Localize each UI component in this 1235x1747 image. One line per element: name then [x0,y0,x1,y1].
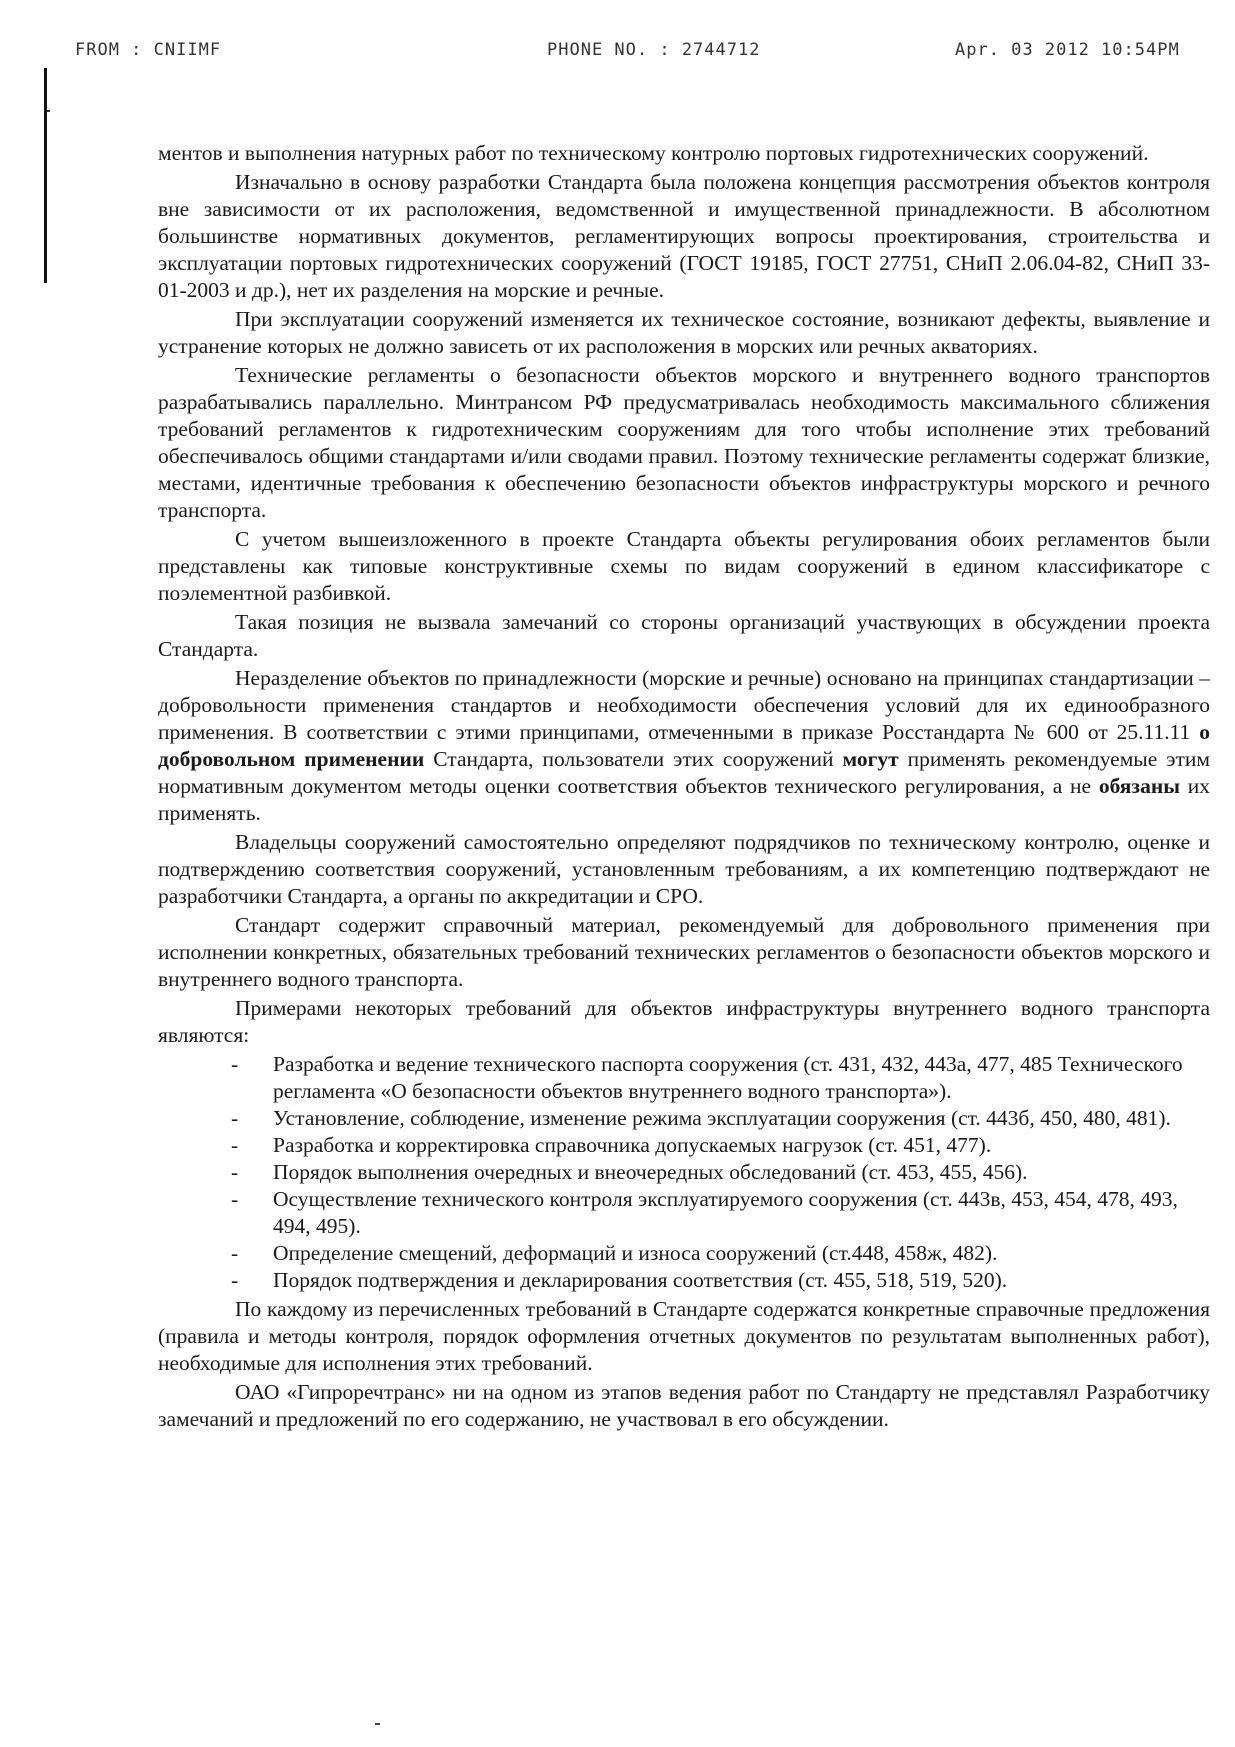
list-item: - Порядок выполнения очередных и внеочередных обследований (ст. 453, 455, 456). [273,1159,1210,1186]
fax-header [0,0,1235,60]
bold-text: могут [842,747,899,771]
document-body [158,140,1210,1433]
list-item: - Осуществление технического контроля эксплуатируемого сооружения (ст. 443в, 453, 454, 478, 493, 494, 495). [273,1186,1210,1240]
paragraph: Технические регламенты о безопасности объектов морского и внутреннего водного транспортов разрабатывались параллельно. Минтрансом РФ предусматривалась необходимость максимального сближения требований регламентов к гидротехническим сооружениям для того чтобы исполнение этих требований обеспечивалось общими стандартами и/или сводами правил. Поэтому технические регламенты содержат близкие, местами, идентичные требования к обеспечению безопасности объектов инфраструктуры морского и речного транспорта. [158,363,1210,522]
list-item: - Разработка и корректировка справочника допускаемых нагрузок (ст. 451, 477). [273,1132,1210,1159]
fax-date: Apr. 03 2012 10:54PM [955,40,1180,60]
text-run: их применять. [158,774,1210,825]
paragraph: ОАО «Гипроречтранс» ни на одном из этапов ведения работ по Стандарту не представлял Разработчику замечаний и предложений по его содержанию, не участвовал в его обсуждении. [158,1380,1210,1431]
paragraph: Примерами некоторых требований для объектов инфраструктуры внутреннего водного транспорта являются: [158,996,1210,1047]
list-item: - Порядок подтверждения и декларирования соответствия (ст. 455, 518, 519, 520). [273,1267,1210,1294]
paragraph: С учетом вышеизложенного в проекте Стандарта объекты регулирования обоих регламентов были представлены как типовые конструктивные схемы по видам сооружений в едином классификаторе с поэлементной разбивкой. [158,527,1210,605]
paragraph: При эксплуатации сооружений изменяется их техническое состояние, возникают дефекты, выявление и устранение которых не должно зависеть от их расположения в морских или речных акваториях. [158,307,1210,358]
paragraph: ментов и выполнения натурных работ по техническому контролю портовых гидротехнических сооружений. [158,141,1149,165]
list-item: - Определение смещений, деформаций и износа сооружений (ст.448, 458ж, 482). [273,1240,1210,1267]
paragraph [158,665,1210,827]
fax-phone: PHONE NO. : 2744712 [547,40,761,60]
paragraph: Владельцы сооружений самостоятельно определяют подрядчиков по техническому контролю, оценке и подтверждению соответствия сооружений, установленным требованиям, а их компетенцию подтверждают не разработчики Стандарта, а органы по аккредитации и СРО. [158,830,1210,908]
scan-margin-tick [47,110,50,112]
paragraph: Стандарт содержит справочный материал, рекомендуемый для добровольного применения при исполнении конкретных, обязательных требований технических регламентов о безопасности объектов морского и внутреннего водного транспорта. [158,913,1210,991]
scan-margin-bar [44,68,47,283]
list-item: - Установление, соблюдение, изменение режима эксплуатации сооружения (ст. 443б, 450, 480, 481). [273,1105,1210,1132]
text-run: применять рекомендуемые этим нормативным документом методы оценки соответствия объектов технического регулирования, а не [158,747,1210,798]
text-run: Неразделение объектов по принадлежности (морские и речные) основано на принципах стандартизации – добровольности применения стандартов и необходимости обеспечения условий для их единообразного применения. В соответствии с этими принципами, отмеченными в приказе Росстандарта № 600 от 25.11.11 [158,666,1210,744]
scan-speck [375,1723,380,1725]
text-run: Стандарта, пользователи этих сооружений [424,747,843,771]
requirements-list [158,1051,1210,1294]
fax-from: FROM : CNIIMF [75,40,222,60]
bold-text: о добровольном применении [158,720,1210,771]
paragraph: Изначально в основу разработки Стандарта была положена концепция рассмотрения объектов контроля вне зависимости от их расположения, ведомственной и имущественной принадлежности. В абсолютном большинстве нормативных документов, регламентирующих вопросы проектирования, строительства и эксплуатации портовых гидротехнических сооружений (ГОСТ 19185, ГОСТ 27751, СНиП 2.06.04-82, СНиП 33-01-2003 и др.), нет их разделения на морские и речные. [158,170,1210,302]
list-item: - Разработка и ведение технического паспорта сооружения (ст. 431, 432, 443а, 477, 485 Технического регламента «О безопасности объектов внутреннего водного транспорта»). [273,1051,1210,1105]
bold-text: обязаны [1098,774,1180,798]
paragraph: По каждому из перечисленных требований в Стандарте содержатся конкретные справочные предложения (правила и методы контроля, порядок оформления отчетных документов по результатам выполненных работ), необходимые для исполнения этих требований. [158,1297,1210,1375]
paragraph: Такая позиция не вызвала замечаний со стороны организаций участвующих в обсуждении проекта Стандарта. [158,610,1210,661]
